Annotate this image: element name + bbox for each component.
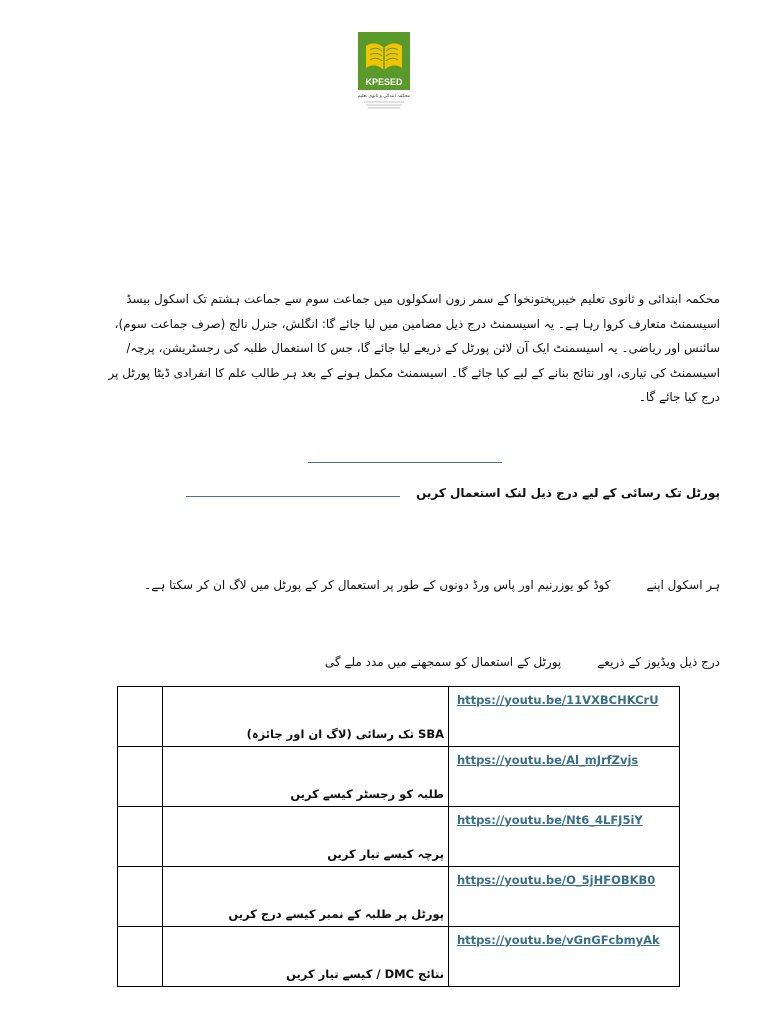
videos-text-part1: درج ذیل ویڈیوز کے ذریعے xyxy=(597,655,720,669)
horizontal-rule xyxy=(308,462,502,463)
table-row xyxy=(118,807,680,867)
row-number-cell xyxy=(118,927,163,987)
row-number-cell xyxy=(118,867,163,927)
video-title: نتائج DMC / کیسے تیار کریں xyxy=(163,927,449,987)
portal-access-text: پورٹل تک رسائی کے لیے درج ذیل لنک استعمال کریں xyxy=(416,486,720,500)
table-row xyxy=(118,867,680,927)
kpesed-logo xyxy=(358,32,410,112)
schools-text-part2: کوڈ کو یوزرنیم اور پاس ورڈ دونوں کے طور پر استعمال کر کے پورٹل میں لاگ ان کر سکتا ہے۔ xyxy=(144,578,611,592)
row-number-cell xyxy=(118,747,163,807)
video-link-cell xyxy=(449,867,680,927)
table-row xyxy=(118,687,680,747)
portal-link-blank[interactable] xyxy=(186,484,400,497)
video-links-table xyxy=(117,686,680,987)
video-link[interactable]: https://youtu.be/Al_mJrfZvjs xyxy=(457,753,639,767)
videos-intro-line xyxy=(86,655,720,669)
row-number-cell xyxy=(118,807,163,867)
video-link-cell xyxy=(449,807,680,867)
video-link[interactable]: https://youtu.be/Nt6_4LFJ5iY xyxy=(457,813,643,827)
svg-text:KPESED: KPESED xyxy=(365,77,403,87)
portal-access-line xyxy=(86,484,720,500)
video-link-cell xyxy=(449,747,680,807)
video-title: پورٹل پر طلبہ کے نمبر کیسے درج کریں xyxy=(163,867,449,927)
video-link-cell xyxy=(449,687,680,747)
intro-paragraph: محکمہ ابتدائی و ثانوی تعلیم خیبرپختونخوا کے سمر زون اسکولوں میں جماعت سوم سے جماعت ہشتم تک اسکول بیسڈ اسیسمنٹ متعارف کروا رہا ہے۔ یہ اسیسمنٹ درج ذیل مضامین میں لیا جائے گا: انگلش، جنرل نالج (صرف جماعت سوم)، سائنس اور ریاضی۔ یہ اسیسمنٹ ایک آن لائن پورٹل کے ذریعے لیا جائے گا، جس کا استعمال طلبہ کی رجسٹریشن، پرچہ/اسیسمنٹ کی تیاری، اور نتائج بنانے کے لیے کیا جائے گا۔ اسیسمنٹ مکمل ہونے کے بعد ہر طالب علم کا انفرادی ڈیٹا پورٹل پر درج کیا جائے گا۔ xyxy=(108,292,720,404)
videos-text-part2: پورٹل کے استعمال کو سمجھنے میں مدد ملے گی xyxy=(324,655,562,669)
schools-login-line xyxy=(86,578,720,592)
table-row xyxy=(118,927,680,987)
video-title: طلبہ کو رجسٹر کیسے کریں xyxy=(163,747,449,807)
svg-text:محکمہ ابتدائی و ثانوی تعلیم: محکمہ ابتدائی و ثانوی تعلیم xyxy=(358,94,410,99)
table-row xyxy=(118,747,680,807)
schools-text-part1: ہر اسکول اپنے xyxy=(646,578,720,592)
row-number-cell xyxy=(118,687,163,747)
video-link[interactable]: https://youtu.be/O_5jHFOBKB0 xyxy=(457,873,656,887)
video-title: SBA تک رسائی (لاگ ان اور جائزہ) xyxy=(163,687,449,747)
video-title: پرچہ کیسے تیار کریں xyxy=(163,807,449,867)
video-link[interactable]: https://youtu.be/11VXBCHKCrU xyxy=(457,693,659,707)
video-link-cell xyxy=(449,927,680,987)
video-link[interactable]: https://youtu.be/vGnGFcbmyAk xyxy=(457,933,660,947)
